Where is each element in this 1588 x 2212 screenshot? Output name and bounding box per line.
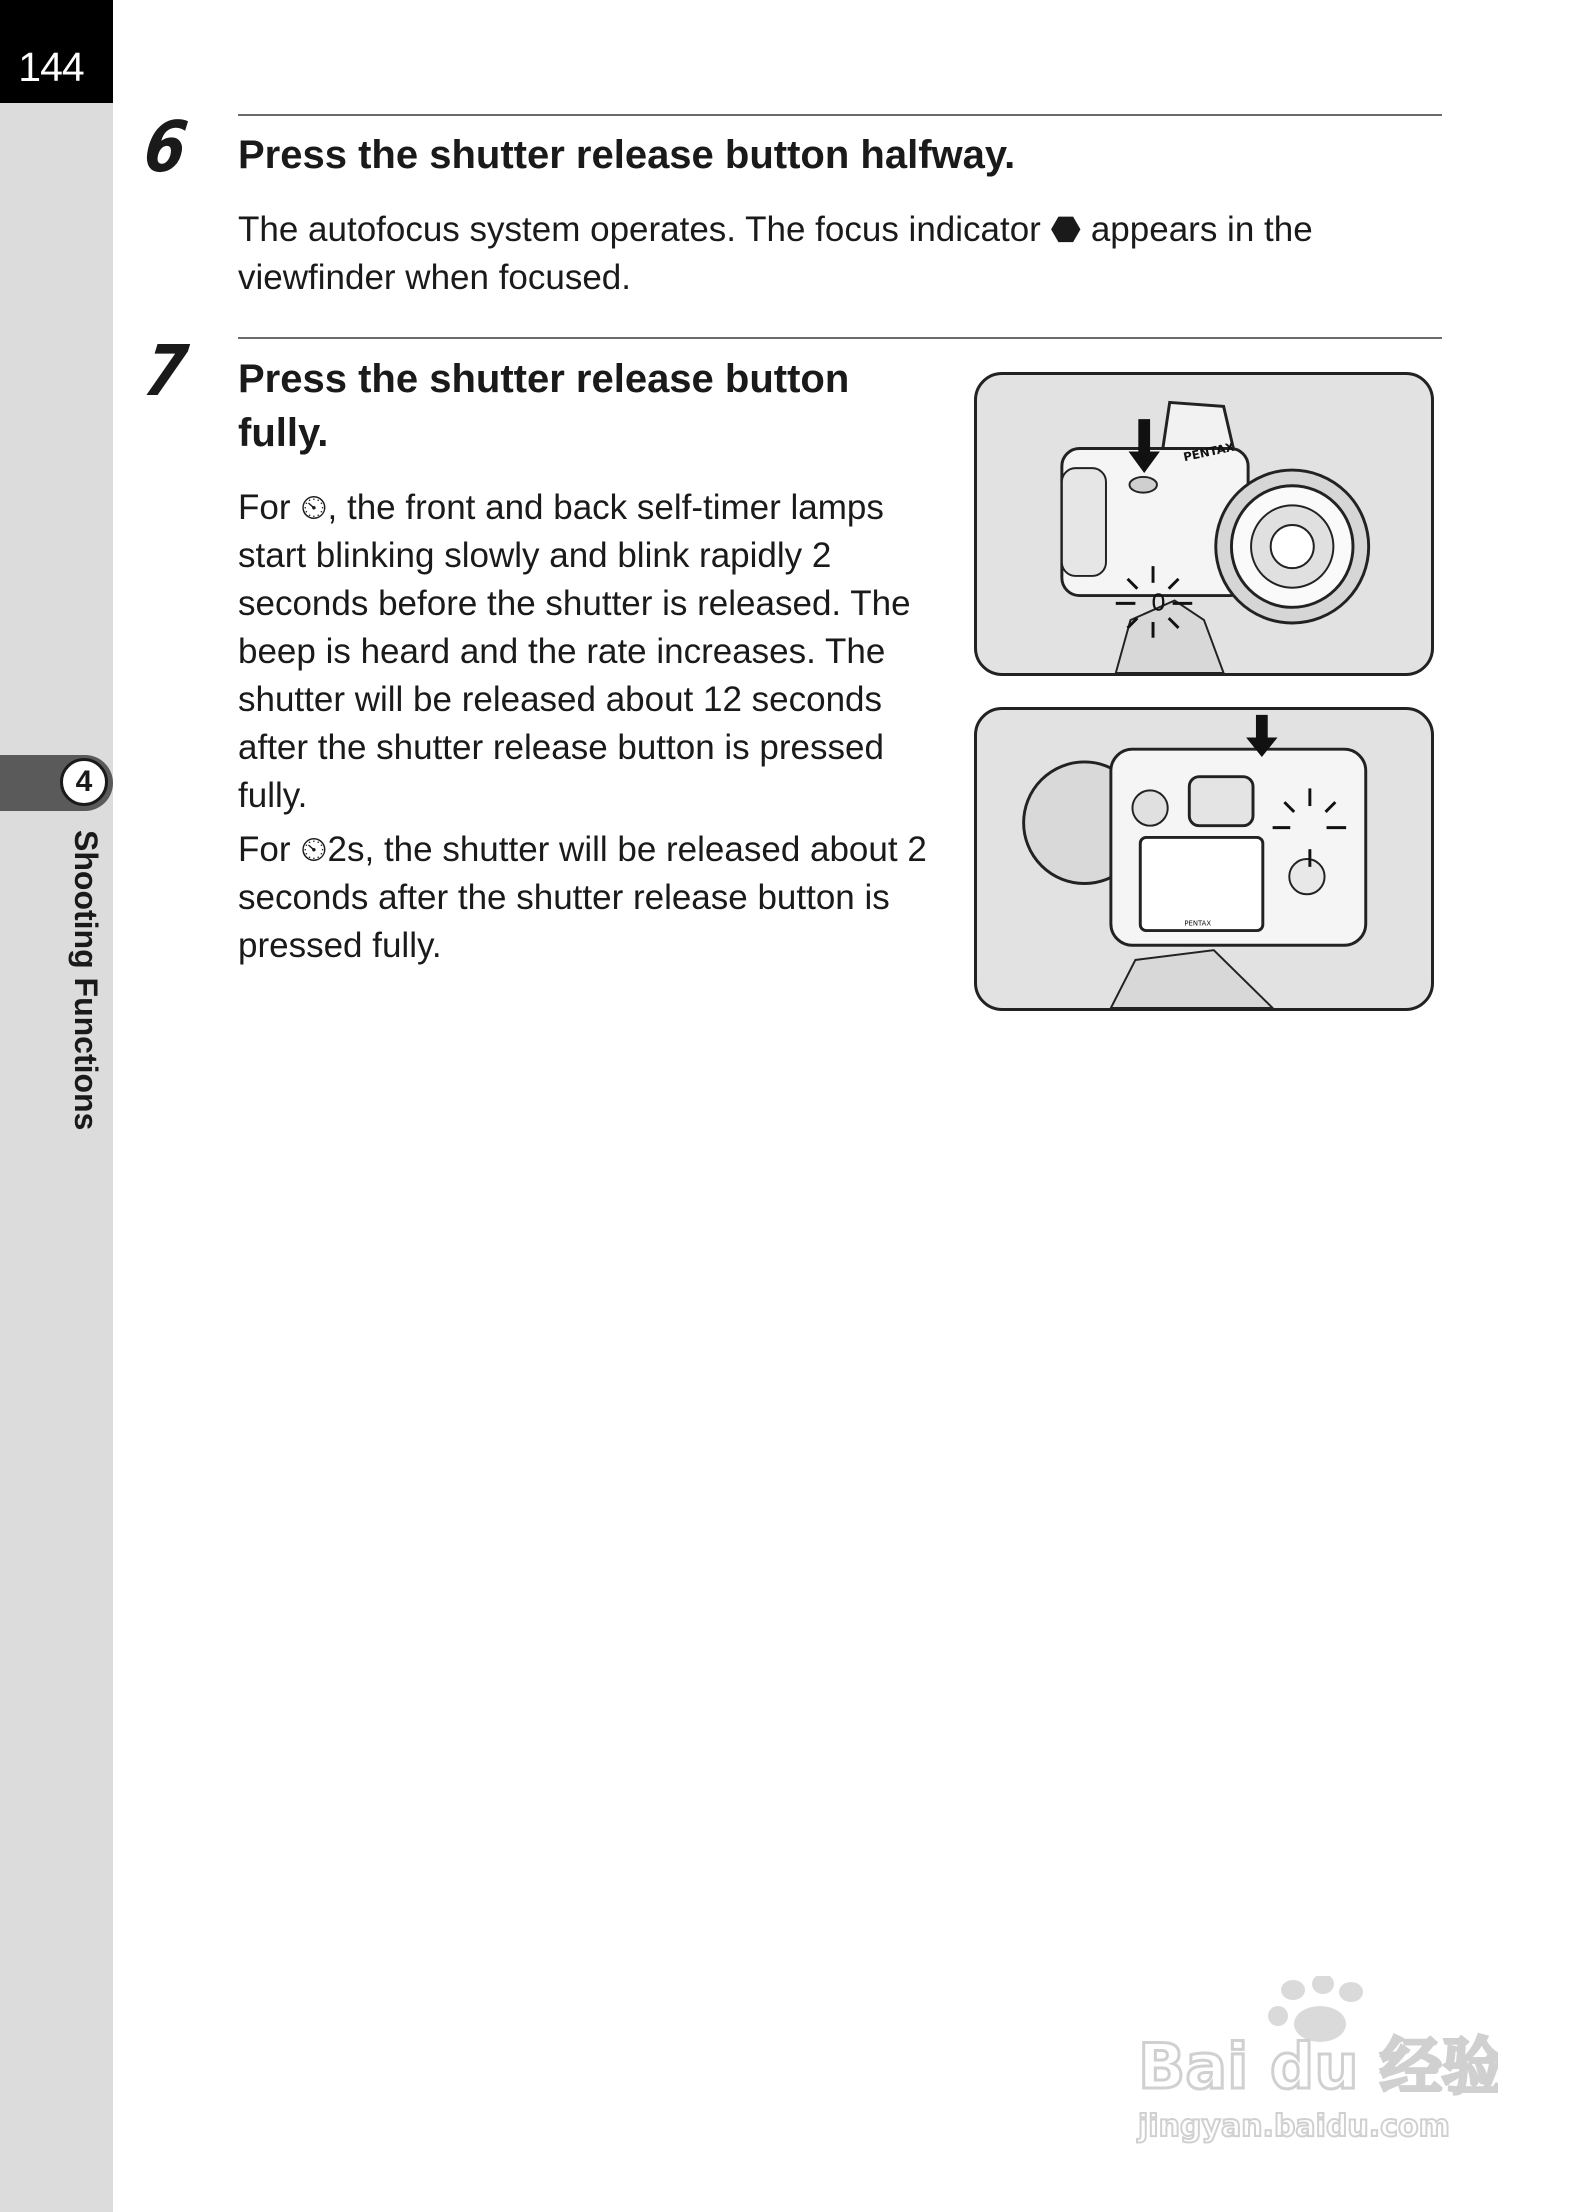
step-description: For ⏲2s, the shutter will be released about 2 seconds after the shutter release button is pressed fully. (238, 830, 927, 965)
step-number: 7 (139, 330, 193, 412)
camera-front-illustration (974, 372, 1434, 676)
section-divider (238, 337, 1442, 339)
svg-text:PENTAX: PENTAX (1184, 919, 1212, 928)
baidu-paw-icon (1128, 1976, 1498, 2146)
chapter-title: Shooting Functions (68, 830, 104, 1131)
camera-back-illustration (974, 707, 1434, 1011)
svg-text:jingyan.baidu.com: jingyan.baidu.com (1138, 2109, 1450, 2144)
step-title: Press the shutter release button halfway. (238, 133, 1016, 177)
step-description: For ⏲, the front and back self-timer lamps start blinking slowly and blink rapidly 2 seconds before the shutter is released. The beep is heard and the rate increases. The shutter will be released about 12 seconds after the shutter release button is pressed fully. (238, 488, 911, 815)
baidu-watermark (1128, 1976, 1498, 2146)
step-number: 6 (139, 106, 193, 188)
camera-back-icon (977, 710, 1431, 1008)
page-number: 144 (18, 44, 84, 90)
step-title: Press the shutter release button fully. (238, 357, 850, 455)
page-number-box (0, 0, 113, 103)
camera-front-icon (977, 375, 1431, 673)
svg-text:0: 0 (1151, 588, 1167, 617)
svg-text:Bai du 经验: Bai du 经验 (1138, 2030, 1498, 2103)
section-divider (238, 114, 1442, 116)
svg-text:PENTAX: PENTAX (1182, 439, 1236, 465)
step-description: The autofocus system operates. The focus indicator ⬣ appears in the viewfinder when focused. (238, 210, 1313, 297)
chapter-number: 4 (60, 758, 108, 806)
